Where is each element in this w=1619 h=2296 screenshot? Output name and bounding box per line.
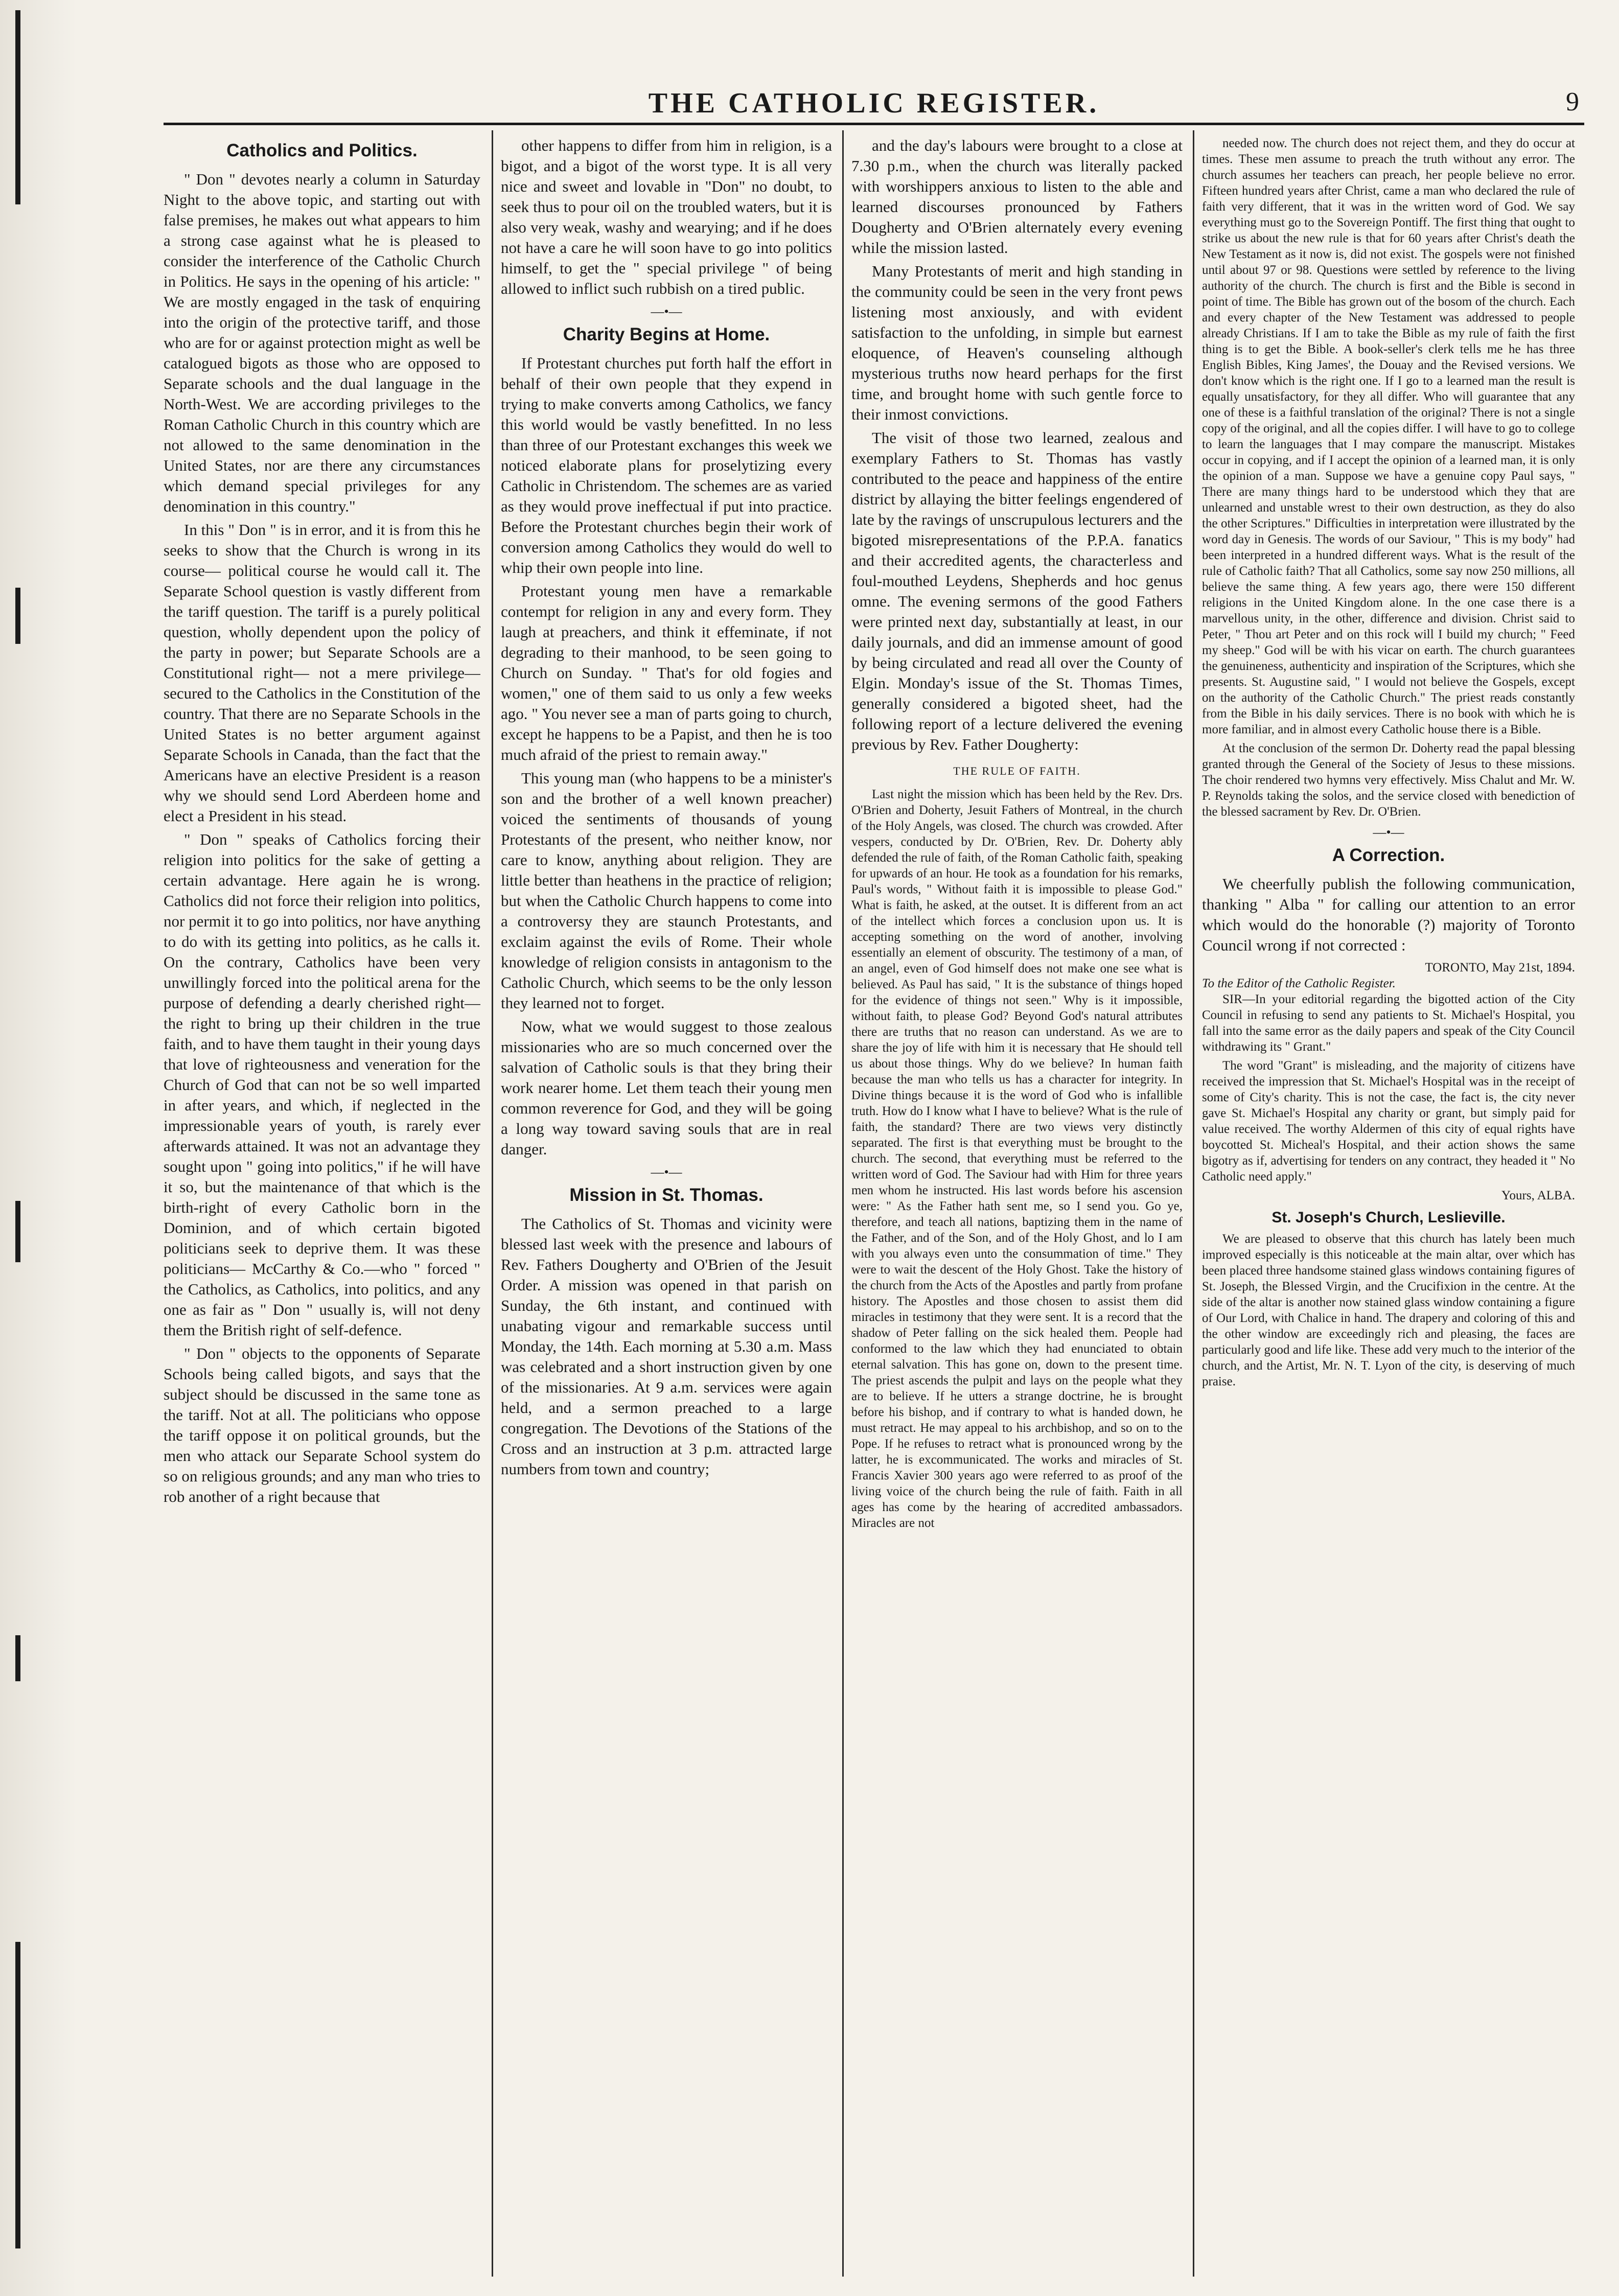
column-2 <box>501 135 832 2271</box>
paragraph: In this " Don " is in error, and it is from this he seeks to show that the Church is wrong in its course— political course he would call it. The Separate School question is vastly different from the tariff question. The tariff is a purely political question, wholly dependent upon the policy of the party in power; but Separate Schools are a Constitutional right— not a mere privilege—secured to the Catholics in the Constitution of the country. That there are no Separate Schools in the United States is no better argument against Separate Schools in Canada, than the fact that the Americans have an elective President is a reason why we should send Lord Aberdeen home and elect a President in his stead. <box>164 521 480 825</box>
scan-mark <box>15 1201 20 1262</box>
column-rule <box>842 130 844 2277</box>
paragraph-small: We are pleased to observe that this church has lately been much improved especially is this noticeable at the main altar, over which has been placed three handsome stained glass windows containing figures of St. Joseph, the Blessed Virgin, and the Crucifixion in the centre. At the side of the altar is another now stained glass window containing a figure of Our Lord, with Chalice in hand. The drapery and coloring of this and the other window are exceedingly rich and pleasing, the faces are particularly good and life like. These add very much to the interior of the church, and the Artist, Mr. N. T. Lyon of the city, is deserving of much praise. <box>1202 1232 1575 1388</box>
separator: —•— <box>651 1165 682 1179</box>
letter-paragraph: The word "Grant" is misleading, and the majority of citizens have received the impression that St. Michael's Hospital was in the receipt of some of City's charity. This is not the case, the fact is, the city never gave St. Michael's Hospital any charity or grant, but simply paid for value received. The worthy Aldermen of this city of equal rights have boycotted St. Micheal's Hospital, and their action shows the same bigotry as if, advertising for tenders on any contract, they headed it " No Catholic need apply." <box>1202 1059 1575 1184</box>
paragraph: and the day's labours were brought to a close at 7.30 p.m., when the church was literally packed with worshippers anxious to listen to the able and learned discourses pronounced by Fathers Dougherty and O'Brien alternately every evening while the mission lasted. <box>851 136 1183 257</box>
paragraph: This young man (who happens to be a minister's son and the brother of a well known preacher) voiced the sentiments of thousands of young Protestants of the present, who neither know, nor care to know, anything about religion. They are little better than heathens in the practice of religion; but when the Catholic Church happens to come into a controversy they are staunch Protestants, and exclaim against the evils of Rome. Their whole knowledge of religion consists in antagonism to the Catholic Church, which seems to be the only lesson they learned not to forget. <box>501 769 832 1012</box>
paragraph: other happens to differ from him in religion, is a bigot, and a bigot of the worst type. It is all very nice and sweet and lovable in "Don" no doubt, to seek thus to pour oil on the troubled waters, but it is also very weak, washy and wearying; and if he does not have a care he will soon have to go into politics himself, to get the " special privilege " of being allowed to inflict such rubbish on a tired public. <box>501 136 832 297</box>
column-3 <box>851 135 1183 2271</box>
paragraph: " Don " speaks of Catholics forcing their religion into politics for the sake of getting a certain advantage. Here again he is wrong. Catholics did not force their religion into politics, nor permit it to go into politics, nor have anything to do with its getting into politics, as he calls it. On the contrary, Catholics have been very unwillingly forced into the political arena for the purpose of defending a dearly cherished right—the right to bring up their children in the true faith, and to have them taught in their young days that love of righteousness and veneration for the Church of God that can not be so well imparted in after years, and which, if neglected in the impressionable years of youth, is rarely ever afterwards attained. It was not an advantage they sought upon " going into politics," if he will have it so, but the maintenance of that which is the birth-right of every Catholic born in the Dominion, and of which certain bigoted politicians seek to deprive them. It was these politicians— McCarthy & Co.—who " forced " the Catholics, as Catholics, into politics, and any one as fair as " Don " usually is, will not deny them the British right of self-defence. <box>164 830 480 1339</box>
article-heading-st-josephs: St. Joseph's Church, Leslieville. <box>1271 1209 1506 1226</box>
subheading-rule-of-faith: THE RULE OF FAITH. <box>953 764 1081 777</box>
letter-paragraph: SIR—In your editorial regarding the bigotted action of the City Council in refusing to send any patients to St. Michael's Hospital, you fall into the same error as the daily papers and speak of the City Council withdrawing its " Grant." <box>1202 992 1575 1054</box>
paragraph: Many Protestants of merit and high standing in the community could be seen in the very front pews listening most anxiously, and with evident satisfaction to the unfolding, in simple but earnest eloquence, of Heaven's counseling although mysterious truths now heard perhaps for the first time, and brought home with such gentle force to their inmost convictions. <box>851 262 1183 423</box>
column-1 <box>164 135 480 2271</box>
paragraph: The Catholics of St. Thomas and vicinity were blessed last week with the presence and labours of Rev. Fathers Dougherty and O'Brien of the Jesuit Order. A mission was opened in that parish on Sunday, the 6th instant, and continued with unabating vigour and remarkable success until Monday, the 14th. Each morning at 5.30 a.m. Mass was celebrated and a short instruction given by one of the missionaries. At 9 a.m. services were again held, and a sermon preached to a large congregation. The Devotions of the Stations of the Cross and an instruction at 3 p.m. attracted large numbers from town and country; <box>501 1215 832 1478</box>
column-rule <box>492 130 493 2277</box>
scan-mark <box>15 1635 20 1681</box>
scan-mark <box>15 10 20 204</box>
dateline: TORONTO, May 21st, 1894. <box>1425 961 1575 975</box>
separator: —•— <box>651 304 682 319</box>
column-rule <box>1193 130 1194 2277</box>
paragraph: The visit of those two learned, zealous and exemplary Fathers to St. Thomas has vastly contributed to the peace and happiness of the entire district by allaying the bitter feelings engendered of late by the ravings of unscrupulous lecturers and the bigoted misrepresentations of the P.P.A. fanatics and their accredited agents, the characterless and foul-mouthed Leydens, Shepherds and hoc genus omne. The evening sermons of the good Fathers were printed next day, substantially at least, in our daily journals, and did an immense amount of good by being circulated and read all over the County of Elgin. Monday's issue of the St. Thomas Times, generally considered a bigoted sheet, had the following report of a lecture delivered the evening previous by Rev. Father Dougherty: <box>851 429 1183 753</box>
paragraph-small: At the conclusion of the sermon Dr. Doherty read the papal blessing granted through the General of the Society of Jesus to these missions. The choir rendered two hymns very effectively. Miss Chalut and Mr. W. P. Reynolds taking the solos, and the service closed with benediction of the blessed sacrament by Rev. Dr. O'Brien. <box>1202 741 1575 819</box>
paragraph: Protestant young men have a remarkable contempt for religion in any and every form. They laugh at preachers, and think it effeminate, if not degrading to their manhood, to be seen going to Church on Sunday. " That's for old fogies and women," one of them said to us only a few weeks ago. " You never see a man of parts going to church, except he happens to be a Papist, and then he is too much afraid of the priest to remain away." <box>501 582 832 763</box>
article-heading-correction: A Correction. <box>1332 845 1445 865</box>
newspaper-title: THE CATHOLIC REGISTER. <box>648 87 1100 119</box>
paragraph: " Don " devotes nearly a column in Saturday Night to the above topic, and starting out with false premises, he makes out what appears to him a strong case against what he is pleased to consider the interference of the Catholic Church in Politics. He says in the opening of his article: " We are mostly engaged in the task of enquiring into the origin of the protective tariff, and those who are for or against protection might as well be catalogued bigots as those who are opposed to Separate schools and the dual language in the North-West. We are according privileges to the Roman Catholic Church in this country which are not allowed to the same denomination in the United States, nor are there any circumstances which demand special privileges for any denomination in this country." <box>164 170 480 515</box>
scan-mark <box>15 588 20 644</box>
separator: —•— <box>1373 825 1404 840</box>
paragraph: Now, what we would suggest to those zealous missionaries who are so much concerned over the salvation of Catholic souls is that they bring their work nearer home. Let them teach their young men common reverence for God, and they will be going a long way toward saving souls that are in real danger. <box>501 1017 832 1158</box>
header-rule <box>164 123 1584 125</box>
article-heading-mission: Mission in St. Thomas. <box>569 1185 764 1205</box>
paragraph: If Protestant churches put forth half the effort in behalf of their own people that they expend in trying to make converts among Catholics, we fancy this world would be vastly benefitted. In no less than three of our Protestant exchanges this week we noticed elaborate plans for proselytizing every Catholic in Christendom. The schemes are as varied as they would prove ineffectual if put into practice. Before the Protestant churches begin their work of conversion among Catholics they would do well to whip their own people into line. <box>501 354 832 576</box>
paragraph-small: Last night the mission which has been held by the Rev. Drs. O'Brien and Doherty, Jesuit Fathers of Montreal, in the church of the Holy Angels, was closed. The church was crowded. After vespers, conducted by Dr. O'Brien, Rev. Dr. Doherty ably defended the rule of faith, of the Roman Catholic faith, speaking for upwards of an hour. He took as a foundation for his remarks, Paul's words, " Without faith it is impossible to please God." What is faith, he asked, at the outset. It is different from an act of the intellect which forces a conclusion upon us. It is accepting something on the word of another, involving essentially an element of obscurity. The testimony of a man, of an angel, even of God himself does not make one see what is believed. As Paul has said, " It is the substance of things hoped for the evidence of things not seen." Why is it impossible, without faith, to please God? Beyond God's natural attributes there are truths that no reason can understand. As we are to share the joy of life with him it is necessary that He should tell us about those things. Why do we believe? In human faith because the man who tells us has a character for integrity. In Divine things because it is the word of God who is infallible truth. How do I know what I have to believe? What is the rule of faith, the standard? There are two views very distinctly separated. The first is that everything must be brought to the church. The second, that everything must be referred to the written word of God. The Saviour had with Him for three years men whom he instructed. His last words before his ascension were: " As the Father hath sent me, so I send you. Go ye, therefore, and teach all nations, baptizing them in the name of the Father, and of the Son, and of the Holy Ghost, and lo I am with you always even unto the consummation of time." They were to wait the descent of the Holy Ghost. Take the history of the church from the Acts of the Apostles and partly from profane history. The Apostles and those chosen to assist them did miracles in testimony that they were sent. It is a record that the shadow of Peter falling on the sick healed them. People had conformed to the law which they had enunciated to obtain eternal salvation. This has gone on, down to the present time. The priest ascends the pulpit and lays on the people what they are to believe. If he utters a strange doctrine, he is brought before his bishop, and if contrary to what is handed down, he must retract. He may appeal to his archbishop, and so on to the Pope. If he refuses to retract what is pronounced wrong by the latter, he is excommunicated. The works and miracles of St. Francis Xavier 300 years ago were referred to as proof of the living voice of the church being the rule of faith. Faith in all ages has come by the hearing of accredited ambassadors. Miracles are not <box>851 787 1183 1530</box>
paragraph-small: needed now. The church does not reject them, and they do occur at times. These men assume to preach the truth without any error. The church assumes her teachers can preach, her people believe no error. Fifteen hundred years after Christ, came a man who declared the rule of faith very different, that it was in the written word of God. We say everything must go to the Sovereign Pontiff. The first thing that ought to strike us about the new rule is that for 60 years after Christ's death the New Testament as it now is, did not exist. The gospels were not finished until about 97 or 98. Questions were settled by reference to the living authority of the church. The church is first and the Bible is second in point of time. The Bible has grown out of the bosom of the church. Each and every chapter of the New Testament was addressed to people already Christians. If I am to take the Bible as my rule of faith the first thing is to get the Bible. A book-seller's clerk tells me he has three English Bibles, King James', the Douay and the Revised versions. We don't know which is the right one. If I go to a learned man the result is equally unsatisfactory, for they all differ. Who will guarantee that any one of these is a faithful translation of the original? There is not a single copy of the original, and all the copies differ. I will have to go to college to learn the languages that I may compare the manuscript. Mistakes occur in copying, and if I accept the opinion of a learned man, it is only the opinion of a man. Suppose we have a genuine copy Paul says, " There are many things hard to be understood which they that are unlearned and unstable wrest to their own destruction, as they do also the other Scriptures." Difficulties in interpretation were illustrated by the word day in Genesis. The words of our Saviour, " This is my body" had been interpreted in a hundred different ways. What is the result of the rule of Catholic faith? That all Catholics, some say now 250 millions, all believe the same thing. A few years ago, there were 150 different religions in the United Kingdom alone. In the one case there is a marvellous unity, in the other, difference and division. Christ said to Peter, " Thou art Peter and on this rock will I build my church; " Feed my sheep." God will be with his vicar on earth. The church guarantees the genuineness, authenticity and inspiration of the Scriptures, which she presents. St. Augustine said, " I would not believe the Gospels, except on the authority of the Catholic Church." The priest reads constantly from the Bible in his daily services. There is no book with which he is more familiar, and in almost every Catholic house there is a Bible. <box>1202 136 1575 736</box>
paragraph: " Don " objects to the opponents of Separate Schools being called bigots, and says that the subject should be discussed in the same tone as the tariff. Not at all. The politicians who oppose the tariff oppose it on political grounds, but the men who attack our Separate School system do so on religious grounds; and any man who tries to rob another of a right because that <box>164 1344 480 1505</box>
article-heading-catholics-politics: Catholics and Politics. <box>226 141 418 160</box>
letter-address: To the Editor of the Catholic Register. <box>1202 977 1396 990</box>
paragraph: We cheerfully publish the following communication, thanking " Alba " for calling our attention to an error which would do the honorable (?) majority of Toronto Council wrong if not corrected : <box>1202 875 1575 954</box>
page-number: 9 <box>1566 87 1579 117</box>
scan-mark <box>15 1942 20 2248</box>
scan-edge <box>0 0 77 2296</box>
letter-signoff: Yours, ALBA. <box>1501 1189 1575 1202</box>
masthead <box>164 87 1584 123</box>
article-heading-charity: Charity Begins at Home. <box>563 324 770 344</box>
column-4 <box>1202 135 1575 2271</box>
